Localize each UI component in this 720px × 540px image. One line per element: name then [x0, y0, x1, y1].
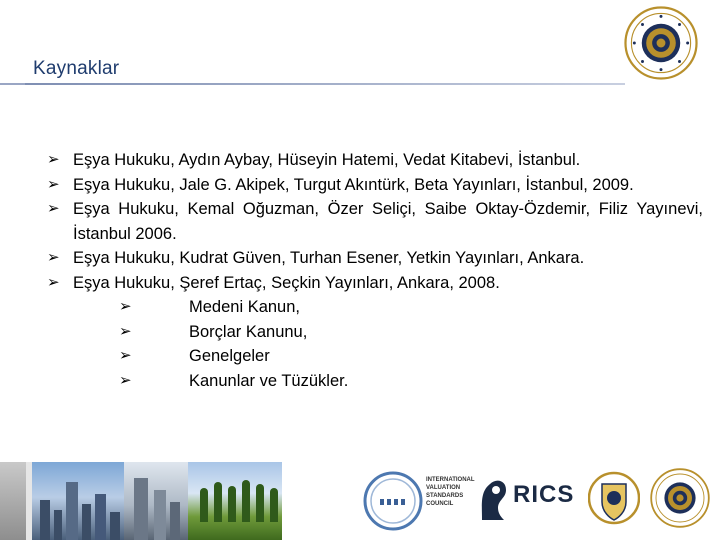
trees-landscape-photo — [188, 462, 282, 540]
sub-item-text: Kanunlar ve Tüzükler. — [189, 371, 349, 390]
arrow-bullet-icon: ➢ — [119, 298, 132, 315]
arrow-bullet-icon: ➢ — [47, 200, 60, 217]
arrow-bullet-icon: ➢ — [119, 347, 132, 364]
sub-item-text: Borçlar Kanunu, — [189, 322, 308, 341]
sub-list-item — [119, 369, 703, 394]
list-item — [47, 197, 703, 246]
reference-text: Eşya Hukuku, Jale G. Akipek, Turgut Akıntürk, Beta Yayınları, İstanbul, 2009. — [73, 175, 634, 194]
ivsc-text: INTERNATIONAL VALUATION STANDARDS COUNCIL — [426, 477, 475, 507]
city-skyline-photo — [32, 462, 124, 540]
list-item — [47, 148, 703, 173]
towers-photo — [124, 462, 188, 540]
list-item — [47, 271, 703, 296]
ankara-university-seal-icon — [624, 6, 698, 80]
sub-item-text: Medeni Kanun, — [189, 298, 300, 316]
title-underline-left — [0, 83, 26, 85]
reference-text: Eşya Hukuku, Kemal Oğuzman, Özer Seliçi, Saibe Oktay-Özdemir, Filiz Yayınevi, İstanbul 2006. — [73, 200, 703, 243]
reference-text: Eşya Hukuku, Kudrat Güven, Turhan Esener, Yetkin Yayınları, Ankara. — [73, 249, 585, 267]
sub-list-item — [119, 320, 703, 345]
sub-list-item — [119, 295, 703, 320]
reference-list — [47, 148, 703, 393]
reference-text: Eşya Hukuku, Şeref Ertaç, Seçkin Yayınları, Ankara, 2008. — [73, 273, 500, 292]
slide-title: Kaynaklar — [33, 58, 120, 79]
sub-list-item — [119, 344, 703, 369]
ankara-university-seal-footer-icon — [650, 468, 710, 528]
arrow-bullet-icon: ➢ — [47, 273, 60, 291]
sub-item-text: Genelgeler — [189, 347, 270, 365]
rics-logo-text: RICS — [513, 481, 575, 508]
reference-text: Eşya Hukuku, Aydın Aybay, Hüseyin Hatemi, Vedat Kitabevi, İstanbul. — [73, 151, 581, 169]
title-underline — [25, 83, 625, 85]
arrow-bullet-icon: ➢ — [119, 371, 132, 389]
ivsc-logo-icon — [362, 470, 424, 532]
arrow-bullet-icon: ➢ — [119, 322, 132, 340]
list-item — [47, 173, 703, 198]
footer-gray-strip — [0, 462, 26, 540]
arrow-bullet-icon: ➢ — [47, 249, 60, 266]
rics-lion-emblem-icon — [476, 474, 510, 524]
list-item — [47, 246, 703, 271]
arrow-bullet-icon: ➢ — [47, 151, 60, 168]
university-shield-seal-icon — [588, 468, 640, 528]
arrow-bullet-icon: ➢ — [47, 175, 60, 193]
